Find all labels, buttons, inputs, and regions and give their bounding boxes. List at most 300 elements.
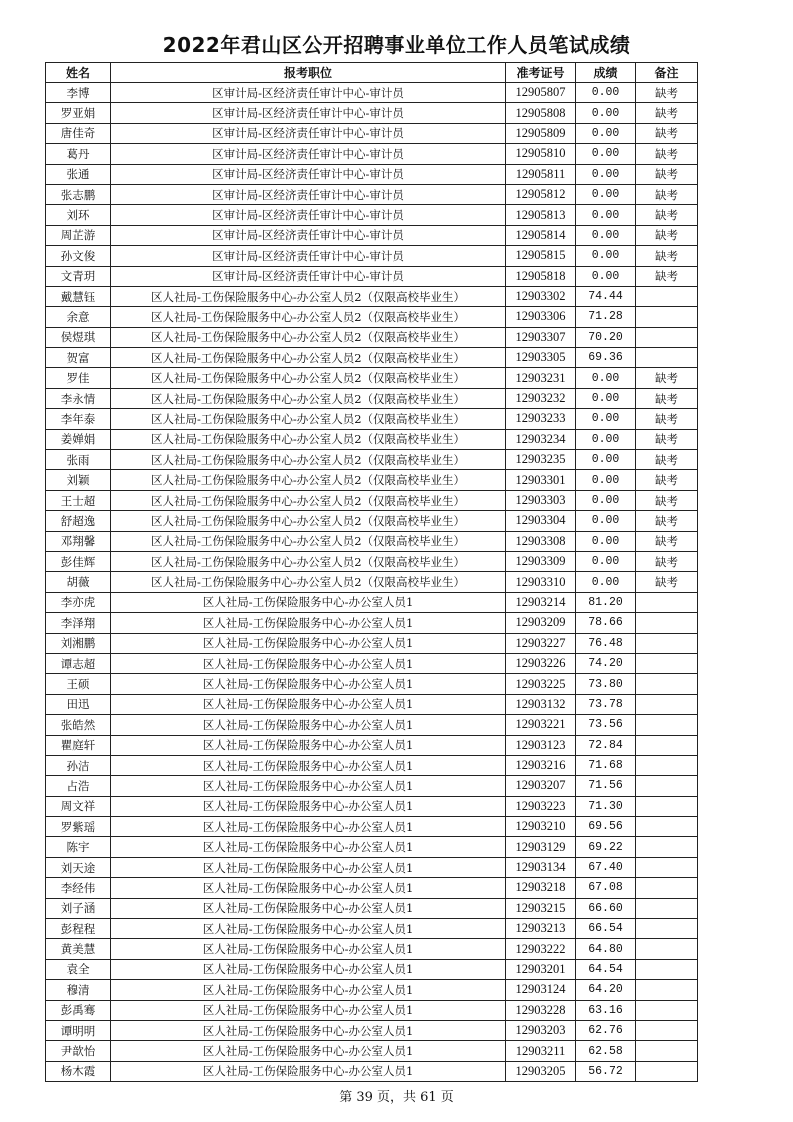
table-row [46, 653, 698, 673]
candidate-name: 王硕 [46, 674, 111, 694]
exam-id: 12905812 [506, 184, 576, 204]
position: 区人社局-工伤保险服务中心-办公室人员2（仅限高校毕业生） [111, 409, 506, 429]
position: 区人社局-工伤保险服务中心-办公室人员2（仅限高校毕业生） [111, 572, 506, 592]
exam-id: 12903124 [506, 980, 576, 1000]
position: 区人社局-工伤保险服务中心-办公室人员1 [111, 796, 506, 816]
candidate-name: 周芷游 [46, 225, 111, 245]
table-row [46, 817, 698, 837]
score: 0.00 [576, 388, 636, 408]
exam-id: 12903218 [506, 878, 576, 898]
exam-id: 12903211 [506, 1041, 576, 1061]
table-row [46, 878, 698, 898]
score: 0.00 [576, 164, 636, 184]
score: 74.44 [576, 286, 636, 306]
candidate-name: 张雨 [46, 450, 111, 470]
exam-id: 12903233 [506, 409, 576, 429]
table-row [46, 837, 698, 857]
position: 区人社局-工伤保险服务中心-办公室人员1 [111, 817, 506, 837]
candidate-name: 田迅 [46, 694, 111, 714]
table-row [46, 490, 698, 510]
score: 0.00 [576, 450, 636, 470]
score: 56.72 [576, 1061, 636, 1081]
position: 区人社局-工伤保险服务中心-办公室人员1 [111, 919, 506, 939]
candidate-name: 唐佳奇 [46, 123, 111, 143]
remark: 缺考 [636, 368, 698, 388]
score: 81.20 [576, 592, 636, 612]
candidate-name: 张志鹏 [46, 184, 111, 204]
exam-id: 12903207 [506, 776, 576, 796]
table-row [46, 674, 698, 694]
candidate-name: 刘湘鹏 [46, 633, 111, 653]
table-row [46, 348, 698, 368]
exam-id: 12903306 [506, 307, 576, 327]
position: 区人社局-工伤保险服务中心-办公室人员1 [111, 1061, 506, 1081]
score: 0.00 [576, 551, 636, 571]
position: 区人社局-工伤保险服务中心-办公室人员2（仅限高校毕业生） [111, 450, 506, 470]
remark [636, 898, 698, 918]
position: 区审计局-区经济责任审计中心-审计员 [111, 246, 506, 266]
table-row [46, 1061, 698, 1081]
candidate-name: 王士超 [46, 490, 111, 510]
score: 62.76 [576, 1020, 636, 1040]
score: 67.40 [576, 857, 636, 877]
score: 70.20 [576, 327, 636, 347]
remark [636, 674, 698, 694]
table-row [46, 776, 698, 796]
remark [636, 592, 698, 612]
exam-id: 12903308 [506, 531, 576, 551]
exam-id: 12903231 [506, 368, 576, 388]
position: 区审计局-区经济责任审计中心-审计员 [111, 123, 506, 143]
candidate-name: 罗佳 [46, 368, 111, 388]
scores-table [45, 62, 698, 1082]
table-row [46, 796, 698, 816]
score: 72.84 [576, 735, 636, 755]
exam-id: 12905814 [506, 225, 576, 245]
table-row [46, 123, 698, 143]
candidate-name: 舒超逸 [46, 511, 111, 531]
table-row [46, 715, 698, 735]
score: 62.58 [576, 1041, 636, 1061]
table-row [46, 388, 698, 408]
remark [636, 878, 698, 898]
remark: 缺考 [636, 511, 698, 531]
table-row [46, 755, 698, 775]
table-row [46, 1041, 698, 1061]
page-title: 2022年君山区公开招聘事业单位工作人员笔试成绩 [162, 33, 631, 57]
candidate-name: 陈宇 [46, 837, 111, 857]
table-row [46, 144, 698, 164]
remark [636, 796, 698, 816]
candidate-name: 刘天途 [46, 857, 111, 877]
exam-id: 12903305 [506, 348, 576, 368]
remark [636, 980, 698, 1000]
exam-id: 12903234 [506, 429, 576, 449]
remark: 缺考 [636, 144, 698, 164]
position: 区审计局-区经济责任审计中心-审计员 [111, 266, 506, 286]
position: 区人社局-工伤保险服务中心-办公室人员2（仅限高校毕业生） [111, 551, 506, 571]
table-row [46, 83, 698, 103]
score: 78.66 [576, 613, 636, 633]
position: 区人社局-工伤保险服务中心-办公室人员1 [111, 653, 506, 673]
position: 区人社局-工伤保险服务中心-办公室人员1 [111, 735, 506, 755]
exam-id: 12905807 [506, 83, 576, 103]
remark [636, 613, 698, 633]
remark: 缺考 [636, 103, 698, 123]
remark [636, 633, 698, 653]
remark [636, 1061, 698, 1081]
exam-id: 12903307 [506, 327, 576, 347]
score: 69.22 [576, 837, 636, 857]
position: 区人社局-工伤保险服务中心-办公室人员1 [111, 592, 506, 612]
candidate-name: 李永情 [46, 388, 111, 408]
exam-id: 12905815 [506, 246, 576, 266]
position: 区人社局-工伤保险服务中心-办公室人员1 [111, 1000, 506, 1020]
remark [636, 653, 698, 673]
remark [636, 1020, 698, 1040]
remark: 缺考 [636, 184, 698, 204]
remark [636, 286, 698, 306]
position: 区人社局-工伤保险服务中心-办公室人员1 [111, 898, 506, 918]
exam-id: 12903227 [506, 633, 576, 653]
candidate-name: 戴慧钰 [46, 286, 111, 306]
position: 区人社局-工伤保险服务中心-办公室人员1 [111, 1041, 506, 1061]
position: 区人社局-工伤保险服务中心-办公室人员1 [111, 980, 506, 1000]
remark: 缺考 [636, 531, 698, 551]
score: 0.00 [576, 266, 636, 286]
table-row [46, 327, 698, 347]
exam-id: 12905808 [506, 103, 576, 123]
score: 71.30 [576, 796, 636, 816]
score: 0.00 [576, 490, 636, 510]
candidate-name: 邓翔馨 [46, 531, 111, 551]
exam-id: 12905813 [506, 205, 576, 225]
remark: 缺考 [636, 409, 698, 429]
exam-id: 12903213 [506, 919, 576, 939]
remark [636, 755, 698, 775]
table-row [46, 409, 698, 429]
score: 0.00 [576, 123, 636, 143]
table-header-row [46, 63, 698, 83]
score: 0.00 [576, 205, 636, 225]
position: 区人社局-工伤保险服务中心-办公室人员1 [111, 674, 506, 694]
table-row [46, 307, 698, 327]
header-name: 姓名 [46, 63, 111, 83]
score: 63.16 [576, 1000, 636, 1020]
remark [636, 327, 698, 347]
table-row [46, 919, 698, 939]
candidate-name: 彭佳辉 [46, 551, 111, 571]
exam-id: 12903309 [506, 551, 576, 571]
position: 区人社局-工伤保险服务中心-办公室人员2（仅限高校毕业生） [111, 286, 506, 306]
position: 区人社局-工伤保险服务中心-办公室人员2（仅限高校毕业生） [111, 429, 506, 449]
remark [636, 919, 698, 939]
exam-id: 12903226 [506, 653, 576, 673]
position: 区人社局-工伤保险服务中心-办公室人员1 [111, 959, 506, 979]
candidate-name: 刘颖 [46, 470, 111, 490]
table-row [46, 429, 698, 449]
position: 区审计局-区经济责任审计中心-审计员 [111, 144, 506, 164]
exam-id: 12903216 [506, 755, 576, 775]
position: 区人社局-工伤保险服务中心-办公室人员2（仅限高校毕业生） [111, 490, 506, 510]
score: 67.08 [576, 878, 636, 898]
score: 71.68 [576, 755, 636, 775]
table-row [46, 286, 698, 306]
exam-id: 12903201 [506, 959, 576, 979]
score: 73.78 [576, 694, 636, 714]
exam-id: 12903225 [506, 674, 576, 694]
candidate-name: 胡薇 [46, 572, 111, 592]
exam-id: 12905811 [506, 164, 576, 184]
table-row [46, 857, 698, 877]
position: 区人社局-工伤保险服务中心-办公室人员1 [111, 613, 506, 633]
position: 区人社局-工伤保险服务中心-办公室人员2（仅限高校毕业生） [111, 348, 506, 368]
remark [636, 735, 698, 755]
remark: 缺考 [636, 572, 698, 592]
candidate-name: 孙文俊 [46, 246, 111, 266]
header-remark: 备注 [636, 63, 698, 83]
score: 66.54 [576, 919, 636, 939]
remark [636, 348, 698, 368]
candidate-name: 李博 [46, 83, 111, 103]
score: 0.00 [576, 246, 636, 266]
remark: 缺考 [636, 429, 698, 449]
remark [636, 837, 698, 857]
score: 71.28 [576, 307, 636, 327]
exam-id: 12903123 [506, 735, 576, 755]
score: 64.20 [576, 980, 636, 1000]
candidate-name: 文青玥 [46, 266, 111, 286]
candidate-name: 尹歆怡 [46, 1041, 111, 1061]
candidate-name: 刘子涵 [46, 898, 111, 918]
exam-id: 12905809 [506, 123, 576, 143]
position: 区人社局-工伤保险服务中心-办公室人员1 [111, 776, 506, 796]
candidate-name: 袁全 [46, 959, 111, 979]
candidate-name: 瞿庭轩 [46, 735, 111, 755]
remark: 缺考 [636, 164, 698, 184]
candidate-name: 姜婵娟 [46, 429, 111, 449]
score: 73.56 [576, 715, 636, 735]
position: 区人社局-工伤保险服务中心-办公室人员2（仅限高校毕业生） [111, 531, 506, 551]
remark: 缺考 [636, 266, 698, 286]
candidate-name: 彭程程 [46, 919, 111, 939]
score: 0.00 [576, 409, 636, 429]
score: 0.00 [576, 572, 636, 592]
table-row [46, 225, 698, 245]
candidate-name: 李泽翔 [46, 613, 111, 633]
exam-id: 12903134 [506, 857, 576, 877]
score: 0.00 [576, 144, 636, 164]
candidate-name: 余意 [46, 307, 111, 327]
exam-id: 12903232 [506, 388, 576, 408]
exam-id: 12905810 [506, 144, 576, 164]
position: 区人社局-工伤保险服务中心-办公室人员2（仅限高校毕业生） [111, 470, 506, 490]
table-row [46, 511, 698, 531]
remark [636, 939, 698, 959]
header-position: 报考职位 [111, 63, 506, 83]
remark [636, 694, 698, 714]
exam-id: 12903203 [506, 1020, 576, 1040]
position: 区审计局-区经济责任审计中心-审计员 [111, 164, 506, 184]
score: 64.80 [576, 939, 636, 959]
score: 64.54 [576, 959, 636, 979]
remark [636, 959, 698, 979]
candidate-name: 刘环 [46, 205, 111, 225]
position: 区人社局-工伤保险服务中心-办公室人员2（仅限高校毕业生） [111, 368, 506, 388]
position: 区人社局-工伤保险服务中心-办公室人员1 [111, 633, 506, 653]
candidate-name: 穆清 [46, 980, 111, 1000]
candidate-name: 黄美慧 [46, 939, 111, 959]
score: 71.56 [576, 776, 636, 796]
remark: 缺考 [636, 123, 698, 143]
candidate-name: 贺富 [46, 348, 111, 368]
table-row [46, 164, 698, 184]
position: 区审计局-区经济责任审计中心-审计员 [111, 205, 506, 225]
candidate-name: 张通 [46, 164, 111, 184]
remark: 缺考 [636, 225, 698, 245]
table-row [46, 368, 698, 388]
position: 区人社局-工伤保险服务中心-办公室人员1 [111, 837, 506, 857]
score: 0.00 [576, 511, 636, 531]
candidate-name: 李经伟 [46, 878, 111, 898]
table-row [46, 592, 698, 612]
score: 0.00 [576, 429, 636, 449]
position: 区人社局-工伤保险服务中心-办公室人员1 [111, 755, 506, 775]
remark [636, 857, 698, 877]
table-row [46, 980, 698, 1000]
score: 0.00 [576, 184, 636, 204]
remark: 缺考 [636, 246, 698, 266]
candidate-name: 周文祥 [46, 796, 111, 816]
candidate-name: 侯煜琪 [46, 327, 111, 347]
remark: 缺考 [636, 490, 698, 510]
table-row [46, 694, 698, 714]
candidate-name: 谭明明 [46, 1020, 111, 1040]
score: 66.60 [576, 898, 636, 918]
exam-id: 12903214 [506, 592, 576, 612]
table-row [46, 1000, 698, 1020]
exam-id: 12903304 [506, 511, 576, 531]
exam-id: 12903301 [506, 470, 576, 490]
candidate-name: 杨木霞 [46, 1061, 111, 1081]
remark [636, 1000, 698, 1020]
table-row [46, 898, 698, 918]
score: 0.00 [576, 103, 636, 123]
remark [636, 307, 698, 327]
score: 0.00 [576, 225, 636, 245]
table-row [46, 531, 698, 551]
score: 69.56 [576, 817, 636, 837]
position: 区审计局-区经济责任审计中心-审计员 [111, 103, 506, 123]
remark [636, 817, 698, 837]
position: 区人社局-工伤保险服务中心-办公室人员1 [111, 857, 506, 877]
candidate-name: 李年泰 [46, 409, 111, 429]
remark: 缺考 [636, 470, 698, 490]
score: 0.00 [576, 83, 636, 103]
exam-id: 12903209 [506, 613, 576, 633]
remark: 缺考 [636, 83, 698, 103]
exam-id: 12905818 [506, 266, 576, 286]
exam-id: 12903228 [506, 1000, 576, 1020]
candidate-name: 彭禹骞 [46, 1000, 111, 1020]
candidate-name: 李亦虎 [46, 592, 111, 612]
table-row [46, 959, 698, 979]
score: 0.00 [576, 368, 636, 388]
table-row [46, 551, 698, 571]
position: 区人社局-工伤保险服务中心-办公室人员2（仅限高校毕业生） [111, 511, 506, 531]
remark [636, 1041, 698, 1061]
position: 区审计局-区经济责任审计中心-审计员 [111, 184, 506, 204]
candidate-name: 占浩 [46, 776, 111, 796]
position: 区人社局-工伤保险服务中心-办公室人员1 [111, 715, 506, 735]
exam-id: 12903129 [506, 837, 576, 857]
header-exam-id: 准考证号 [506, 63, 576, 83]
position: 区人社局-工伤保险服务中心-办公室人员2（仅限高校毕业生） [111, 307, 506, 327]
position: 区审计局-区经济责任审计中心-审计员 [111, 83, 506, 103]
score: 0.00 [576, 470, 636, 490]
score: 0.00 [576, 531, 636, 551]
candidate-name: 谭志超 [46, 653, 111, 673]
remark [636, 715, 698, 735]
table-row [46, 572, 698, 592]
candidate-name: 罗亚娟 [46, 103, 111, 123]
exam-id: 12903132 [506, 694, 576, 714]
position: 区审计局-区经济责任审计中心-审计员 [111, 225, 506, 245]
score: 76.48 [576, 633, 636, 653]
position: 区人社局-工伤保险服务中心-办公室人员1 [111, 1020, 506, 1040]
remark: 缺考 [636, 205, 698, 225]
candidate-name: 孙洁 [46, 755, 111, 775]
exam-id: 12903302 [506, 286, 576, 306]
exam-id: 12903310 [506, 572, 576, 592]
exam-id: 12903223 [506, 796, 576, 816]
position: 区人社局-工伤保险服务中心-办公室人员1 [111, 878, 506, 898]
table-row [46, 103, 698, 123]
table-row [46, 470, 698, 490]
table-row [46, 266, 698, 286]
table-row [46, 205, 698, 225]
table-row [46, 633, 698, 653]
remark [636, 776, 698, 796]
position: 区人社局-工伤保险服务中心-办公室人员2（仅限高校毕业生） [111, 388, 506, 408]
header-score: 成绩 [576, 63, 636, 83]
score: 74.20 [576, 653, 636, 673]
score: 69.36 [576, 348, 636, 368]
table-row [46, 735, 698, 755]
position: 区人社局-工伤保险服务中心-办公室人员2（仅限高校毕业生） [111, 327, 506, 347]
remark: 缺考 [636, 450, 698, 470]
exam-id: 12903221 [506, 715, 576, 735]
exam-id: 12903303 [506, 490, 576, 510]
exam-id: 12903215 [506, 898, 576, 918]
exam-id: 12903205 [506, 1061, 576, 1081]
candidate-name: 罗紫瑶 [46, 817, 111, 837]
page-footer: 第 39 页，共 61 页 [339, 1090, 454, 1105]
position: 区人社局-工伤保险服务中心-办公室人员1 [111, 694, 506, 714]
exam-id: 12903210 [506, 817, 576, 837]
candidate-name: 葛丹 [46, 144, 111, 164]
table-row [46, 184, 698, 204]
table-row [46, 450, 698, 470]
score: 73.80 [576, 674, 636, 694]
table-row [46, 246, 698, 266]
table-row [46, 1020, 698, 1040]
exam-id: 12903235 [506, 450, 576, 470]
position: 区人社局-工伤保险服务中心-办公室人员1 [111, 939, 506, 959]
remark: 缺考 [636, 388, 698, 408]
exam-id: 12903222 [506, 939, 576, 959]
remark: 缺考 [636, 551, 698, 571]
